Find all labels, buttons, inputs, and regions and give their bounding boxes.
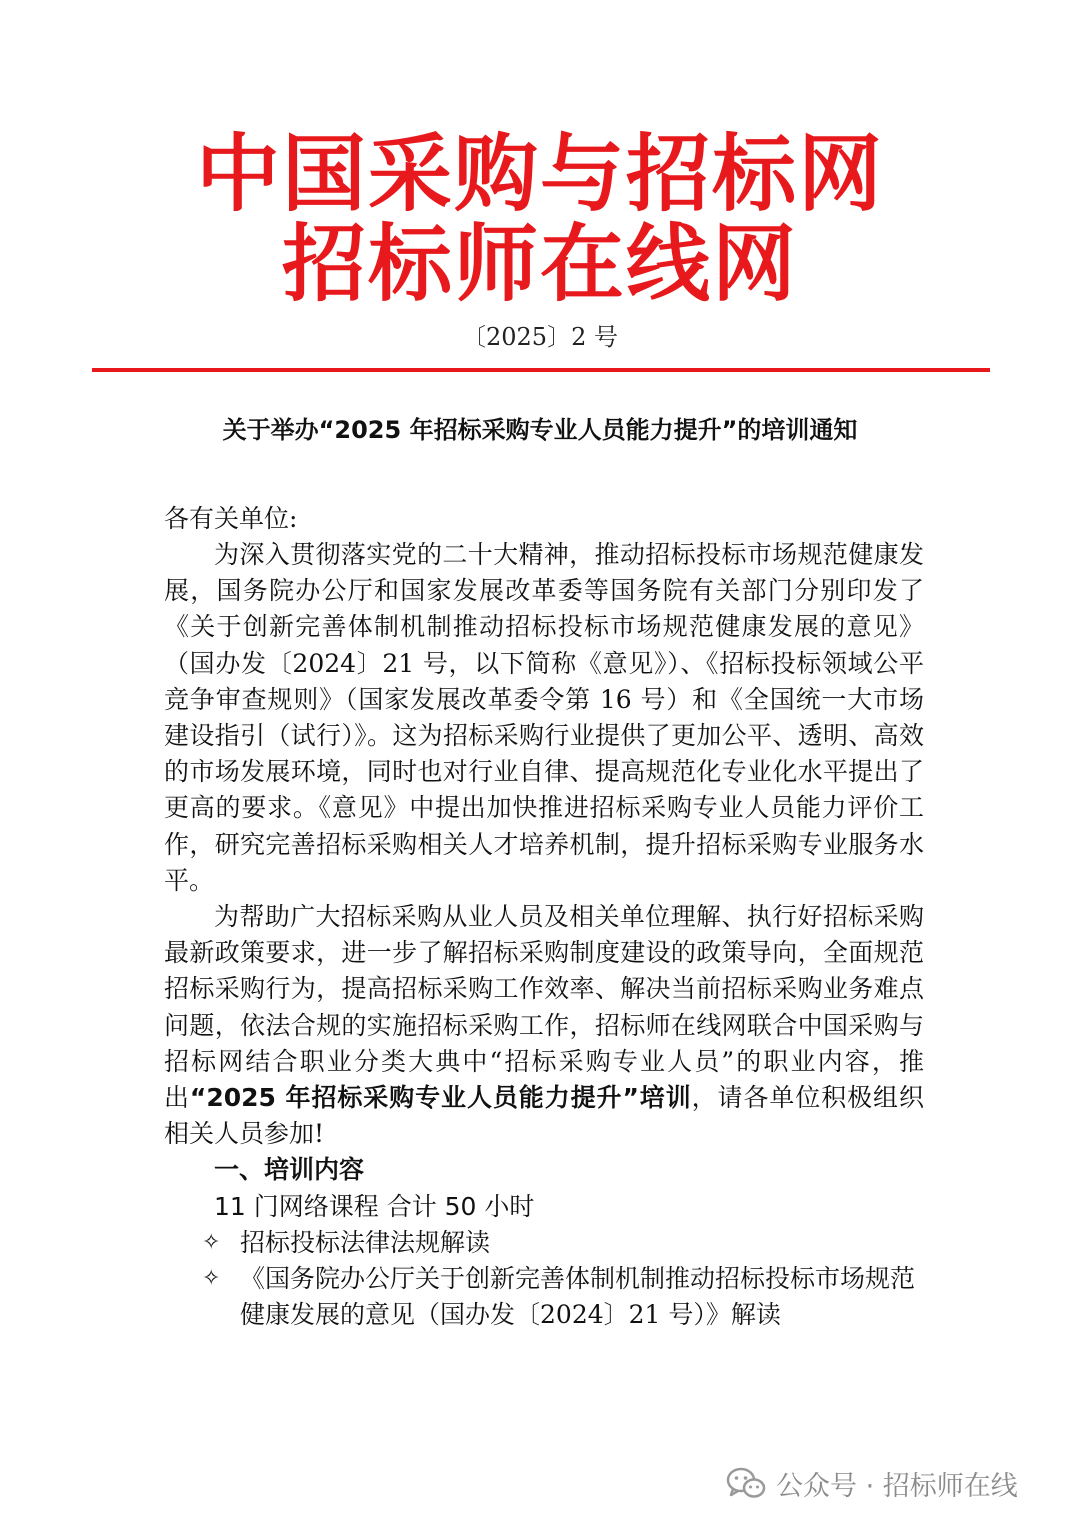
paragraph-2-tail: ，请各单位积极组织相关人员参加! [164,1083,924,1149]
paragraph-2-lead: 为帮助广大招标采购从业人员及相关单位理解、执行好招标采购最新政策要求，进一步了解招标采购制度建设的政策导向，全面规范招标采购行为，提高招标采购工作效率、解决当前招标采购业务难点问题，依法合规的实施招标采购工作，招标师在线网联合中国采购与招标网结合职业分类大典中“招标采购专业人员”的职业内容，推出 [164,902,924,1113]
wechat-icon [726,1466,766,1500]
red-divider [92,368,990,372]
masthead-line-1: 中国采购与招标网 [195,125,884,223]
greeting: 各有关单位: [164,504,298,533]
course-list [200,1225,920,1334]
course-item [200,1261,920,1333]
course-summary: 11 门网络课程 合计 50 小时 [214,1192,535,1221]
paragraph-2-training-name: “2025 年招标采购专业人员能力提升”培训 [189,1083,692,1113]
diamond-bullet-icon: ✧ [202,1230,221,1255]
watermark-text: 公众号 · 招标师在线 [776,1470,1018,1502]
notice-title: 关于举办“2025 年招标采购专业人员能力提升”的培训通知 [222,416,858,444]
document-number: 〔2025〕2 号 [462,323,618,351]
diamond-bullet-icon: ✧ [202,1266,221,1292]
course-item [200,1225,920,1261]
masthead-line-2: 招标师在线网 [281,215,798,313]
wechat-watermark [726,1461,1018,1505]
section-heading-training-content: 一、培训内容 [214,1155,365,1184]
course-item-text: 招标投标法律法规解读 [240,1228,491,1257]
paragraph-2 [164,899,924,1152]
paragraph-1: 为深入贯彻落实党的二十大精神，推动招标投标市场规范健康发展，国务院办公厅和国家发展改革委等国务院有关部门分别印发了《关于创新完善体制机制推动招标投标市场规范健康发展的意见》（国办发〔2024〕21 号，以下简称《意见》）、《招标投标领域公平竞争审查规则》（国家发展改革委令第 16 号）和《全国统一大市场建设指引（试行）》。这为招标采购行业提供了更加公平、透明、高效的市场发展环境，同时也对行业自律、提高规范化专业化水平提出了更高的要求。《意见》中提出加快推进招标采购专业人员能力评价工作，研究完善招标采购相关人才培养机制，提升招标采购专业服务水平。 [164,540,924,895]
course-item-text: 《国务院办公厅关于创新完善体制机制推动招标投标市场规范健康发展的意见（国办发〔2024〕21 号）》解读 [240,1264,916,1330]
